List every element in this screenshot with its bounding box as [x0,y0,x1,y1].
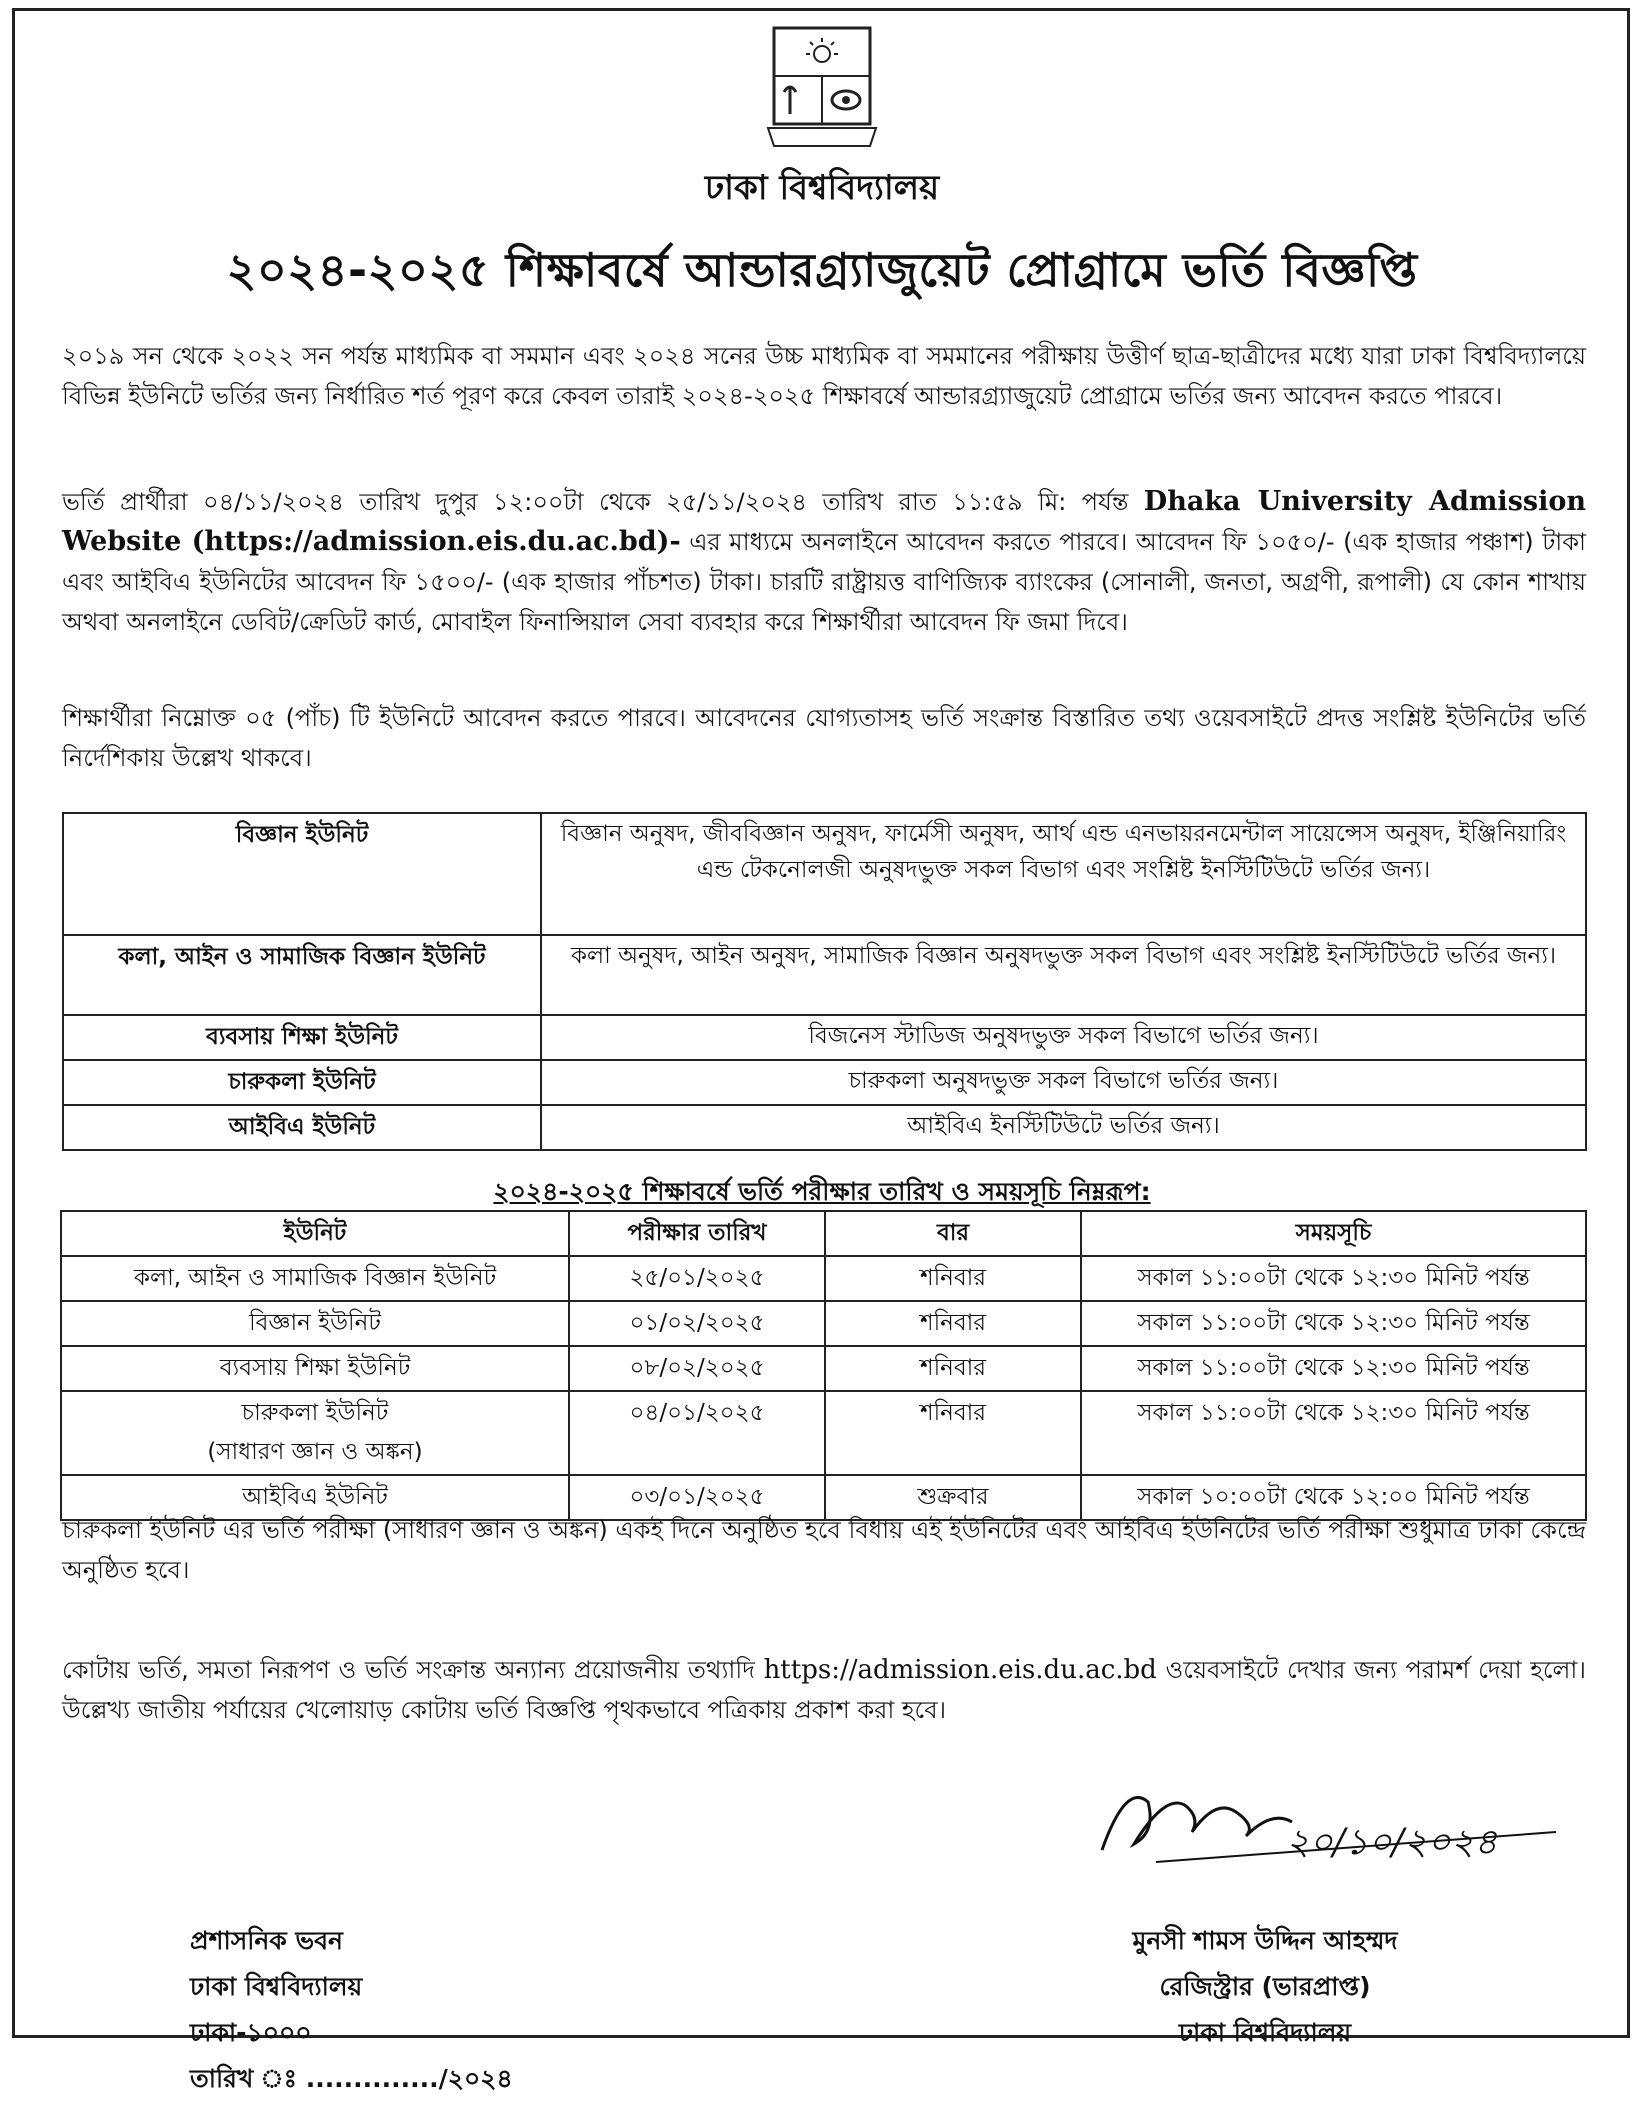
university-crest-logo [766,22,878,154]
table-row [63,1105,1586,1150]
unit-description: বিজ্ঞান অনুষদ, জীববিজ্ঞান অনুষদ, ফার্মেসী অনুষদ, আর্থ এন্ড এনভায়রনমেন্টাল সায়েন্সেস অনুষদ, ইঞ্জিনিয়ারিং এন্ড টেকনোলজী অনুষদভুক্ত সকল বিভাগ এবং সংশ্লিষ্ট ইনস্টিটিউটে ভর্তির জন্য। [541,813,1586,935]
signatory-title: রেজিস্ট্রার (ভারপ্রাপ্ত) [1159,1972,1371,2001]
schedule-time: সকাল ১১:০০টা থেকে ১২:৩০ মিনিট পর্যন্ত [1081,1256,1586,1301]
signatory-name: মুনসী শামস উদ্দিন আহম্মদ [1132,1926,1398,1955]
schedule-day: শনিবার [825,1391,1081,1475]
column-header-time: সময়সূচি [1081,1211,1586,1256]
schedule-unit-name: চারুকলা ইউনিট [241,1400,389,1426]
unit-description: বিজনেস স্টাডিজ অনুষদভুক্ত সকল বিভাগে ভর্তির জন্য। [541,1015,1586,1060]
table-row [63,935,1586,1015]
schedule-time: সকাল ১১:০০টা থেকে ১২:৩০ মিনিট পর্যন্ত [1081,1391,1586,1475]
unit-name: বিজ্ঞান ইউনিট [63,813,541,935]
schedule-unit: ব্যবসায় শিক্ষা ইউনিট [61,1346,569,1391]
unit-name: চারুকলা ইউনিট [63,1060,541,1105]
application-paragraph [62,482,1586,642]
unit-name: ব্যবসায় শিক্ষা ইউনিট [63,1015,541,1060]
table-row [61,1346,1586,1391]
address-line: ঢাকা বিশ্ববিদ্যালয় [190,1972,363,2001]
admission-url-link[interactable]: https://admission.eis.du.ac.bd [763,1655,1157,1685]
schedule-day: শুক্রবার [825,1475,1081,1520]
units-intro-paragraph: শিক্ষার্থীরা নিম্নোক্ত ০৫ (পাঁচ) টি ইউনিটে আবেদন করতে পারবে। আবেদনের যোগ্যতাসহ ভর্তি সংক্রান্ত বিস্তারিত তথ্য ওয়েবসাইটে প্রদত্ত সংশ্লিষ্ট ইউনিটের ভর্তি নির্দেশিকায় উল্লেখ থাকবে। [62,704,1586,772]
schedule-date: ০১/০২/২০২৫ [569,1301,825,1346]
schedule-heading: ২০২৪-২০২৫ শিক্ষাবর্ষে ভর্তি পরীক্ষার তারিখ ও সময়সূচি নিম্নরূপ: [493,1177,1151,1206]
column-header-date: পরীক্ষার তারিখ [569,1211,825,1256]
schedule-unit-note: (সাধারণ জ্ঞান ও অঙ্কন) [207,1439,423,1465]
university-name: ঢাকা বিশ্ববিদ্যালয় [704,168,940,208]
units-table [62,812,1587,1151]
address-line: ঢাকা-১০০০ [190,2018,312,2047]
table-row [61,1391,1586,1475]
schedule-day: শনিবার [825,1256,1081,1301]
signature-date: ২০/১০/২০২৪ [1286,1822,1498,1863]
quota-text-b: ওয়েবসাইটে দেখার জন্য পরামর্শ দেয়া হলো। উল্লেখ্য জাতীয় পর্যায়ের খেলোয়াড় কোটায় ভর্তি বিজ্ঞপ্তি পৃথকভাবে পত্রিকায় প্রকাশ করা হবে। [62,1656,1586,1724]
schedule-date: ২৫/০১/২০২৫ [569,1256,825,1301]
schedule-unit: কলা, আইন ও সামাজিক বিজ্ঞান ইউনিট [61,1256,569,1301]
unit-description: চারুকলা অনুষদভুক্ত সকল বিভাগে ভর্তির জন্য। [541,1060,1586,1105]
table-row [63,1060,1586,1105]
schedule-unit: আইবিএ ইউনিট [61,1475,569,1520]
schedule-date: ০৮/০২/২০২৫ [569,1346,825,1391]
table-row [61,1256,1586,1301]
schedule-date: ০৩/০১/২০২৫ [569,1475,825,1520]
table-row [63,813,1586,935]
application-text-a: ভর্তি প্রার্থীরা ০৪/১১/২০২৪ তারিখ দুপুর ১২:০০টা থেকে ২৫/১১/২০২৪ তারিখ রাত ১১:৫৯ মি: পর্যন্ত [62,488,1129,516]
exam-schedule-table [60,1210,1587,1521]
schedule-time: সকাল ১১:০০টা থেকে ১২:৩০ মিনিট পর্যন্ত [1081,1301,1586,1346]
quota-text-a: কোটায় ভর্তি, সমতা নিরূপণ ও ভর্তি সংক্রান্ত অন্যান্য প্রয়োজনীয় তথ্যাদি [62,1656,755,1684]
schedule-day: শনিবার [825,1301,1081,1346]
admission-website-link[interactable]: Dhaka University Admission Website (https://admission.eis.du.ac.bd)- [62,486,1586,557]
quota-info-paragraph [62,1650,1586,1730]
notice-title: ২০২৪-২০২৫ শিক্ষাবর্ষে আন্ডারগ্র্যাজুয়েট প্রোগ্রামে ভর্তি বিজ্ঞপ্তি [226,243,1418,297]
column-header-unit: ইউনিট [61,1211,569,1256]
column-header-day: বার [825,1211,1081,1256]
registrar-signature [1096,1762,1556,1872]
unit-description: কলা অনুষদ, আইন অনুষদ, সামাজিক বিজ্ঞান অনুষদভুক্ত সকল বিভাগ এবং সংশ্লিষ্ট ইনস্টিটিউটে ভর্তির জন্য। [541,935,1586,1015]
schedule-unit: বিজ্ঞান ইউনিট [61,1301,569,1346]
schedule-date: ০৪/০১/২০২৫ [569,1391,825,1475]
office-address [190,1918,513,2102]
table-header-row [61,1211,1586,1256]
table-row [63,1015,1586,1060]
schedule-time: সকাল ১১:০০টা থেকে ১২:৩০ মিনিট পর্যন্ত [1081,1346,1586,1391]
application-text-b: এর মাধ্যমে অনলাইনে আবেদন করতে পারবে। আবেদন ফি ১০৫০/- (এক হাজার পঞ্চাশ) টাকা এবং আইবিএ ইউনিটের আবেদন ফি ১৫০০/- (এক হাজার পাঁচশত) টাকা। চারটি রাষ্ট্রায়ত্ত বাণিজ্যিক ব্যাংকের (সোনালী, জনতা, অগ্রণী, রূপালী) যে কোন শাখায় অথবা অনলাইনে ডেবিট/ক্রেডিট কার্ড, মোবাইল ফিনান্সিয়াল সেবা ব্যবহার করে শিক্ষার্থীরা আবেদন ফি জমা দিবে। [62,528,1586,636]
date-line: তারিখ ঃ ............../২০২৪ [190,2064,513,2093]
schedule-day: শনিবার [825,1346,1081,1391]
address-line: প্রশাসনিক ভবন [190,1926,343,1955]
eligibility-paragraph: ২০১৯ সন থেকে ২০২২ সন পর্যন্ত মাধ্যমিক বা সমমান এবং ২০২৪ সনের উচ্চ মাধ্যমিক বা সমমানের পরীক্ষায় উত্তীর্ণ ছাত্র-ছাত্রীদের মধ্যে যারা ঢাকা বিশ্ববিদ্যালয়ে বিভিন্ন ইউনিটে ভর্তির জন্য নির্ধারিত শর্ত পূরণ করে কেবল তারাই ২০২৪-২০২৫ শিক্ষাবর্ষে আন্ডারগ্র্যাজুয়েট প্রোগ্রামে ভর্তির জন্য আবেদন করতে পারবে। [62,342,1586,410]
unit-description: আইবিএ ইনস্টিটিউটে ভর্তির জন্য। [541,1105,1586,1150]
schedule-time: সকাল ১০:০০টা থেকে ১২:০০ মিনিট পর্যন্ত [1081,1475,1586,1520]
signatory-block [1080,1918,1450,2056]
exam-center-paragraph: চারুকলা ইউনিট এর ভর্তি পরীক্ষা (সাধারণ জ্ঞান ও অঙ্কন) একই দিনে অনুষ্ঠিত হবে বিধায় এই ইউনিটের এবং আইবিএ ইউনিটের ভর্তি পরীক্ষা শুধুমাত্র ঢাকা কেন্দ্রে অনুষ্ঠিত হবে। [62,1516,1586,1584]
unit-name: কলা, আইন ও সামাজিক বিজ্ঞান ইউনিট [63,935,541,1015]
unit-name: আইবিএ ইউনিট [63,1105,541,1150]
table-row [61,1301,1586,1346]
signatory-org: ঢাকা বিশ্ববিদ্যালয় [1178,2018,1352,2047]
schedule-unit [61,1391,569,1475]
